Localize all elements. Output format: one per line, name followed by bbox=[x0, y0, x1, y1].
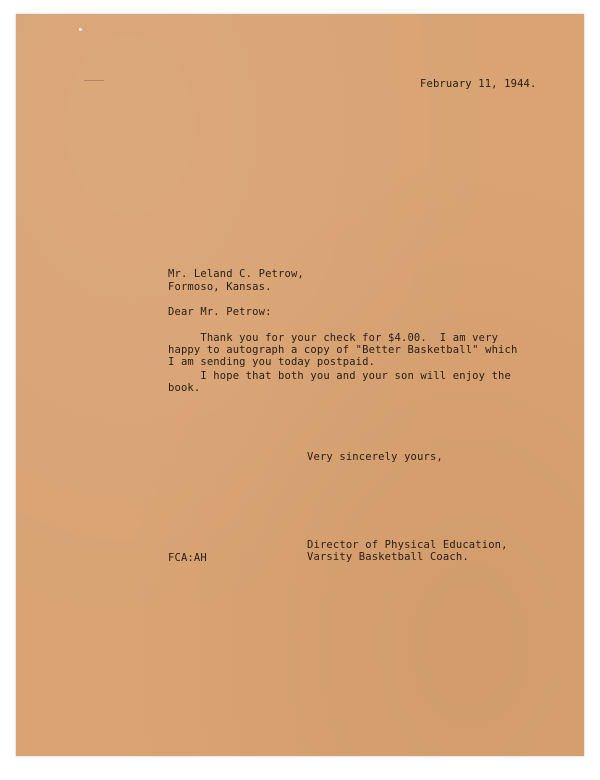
body-paragraph-1: Thank you for your check for $4.00. I am very happy to autograph a copy of "Better Basketball" which I am sending you today postpaid. bbox=[168, 332, 518, 368]
salutation: Dear Mr. Petrow: bbox=[168, 306, 272, 318]
reference-initials: FCA:AH bbox=[168, 552, 207, 564]
signature-title: Director of Physical Education, Varsity Basketball Coach. bbox=[307, 539, 508, 563]
recipient-name: Mr. Leland C. Petrow, bbox=[168, 268, 304, 280]
body-paragraph-2: I hope that both you and your son will enjoy the book. bbox=[168, 370, 511, 394]
letter-date: February 11, 1944. bbox=[420, 78, 537, 90]
letter-paper bbox=[16, 14, 584, 756]
paper-speck bbox=[79, 28, 82, 31]
recipient-address: Formoso, Kansas. bbox=[168, 281, 272, 293]
paper-dash-mark bbox=[84, 80, 104, 81]
closing: Very sincerely yours, bbox=[307, 451, 443, 463]
